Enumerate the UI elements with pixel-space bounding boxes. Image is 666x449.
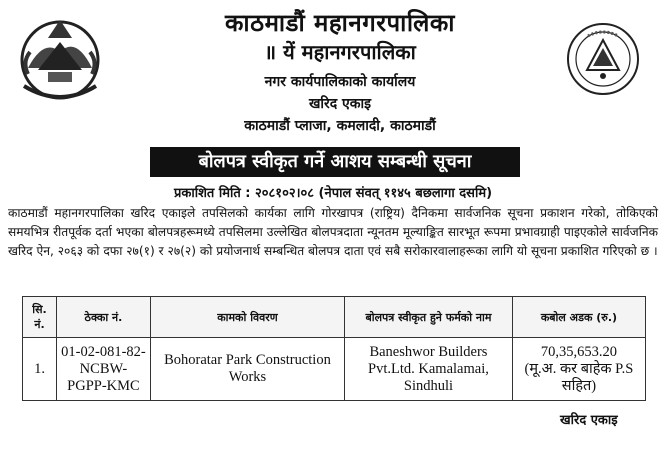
- metropolitan-seal-icon: [566, 22, 640, 96]
- header-bidder: बोलपत्र स्वीकृत हुने फर्मको नाम: [345, 297, 513, 338]
- office-address: काठमाडौं प्लाजा, कमलादी, काठमाडौं: [244, 118, 436, 134]
- header-contract-no: ठेक्का नं.: [57, 297, 151, 338]
- notice-header: [0, 0, 666, 140]
- published-date: प्रकाशित मिति : २०८१०२।०८ (नेपाल संवत् ११४५ बछलागा दसमि): [173, 186, 493, 201]
- header-amount: कबोल अडक (रु.): [512, 297, 645, 338]
- signature-unit: खरिद एकाइ: [560, 413, 618, 428]
- cell-amount: [512, 338, 645, 401]
- notice-heading: बोलपत्र स्वीकृत गर्ने आशय सम्बन्धी सूचना: [150, 147, 520, 177]
- table-row: [23, 338, 646, 401]
- amount-value: 70,35,653.20: [540, 343, 617, 360]
- cell-bidder: Baneshwor Builders Pvt.Ltd. Kamalamai, Sindhuli: [345, 338, 513, 401]
- header-description: कामको विवरण: [150, 297, 344, 338]
- municipality-title-newari: ॥ यें महानगरपालिका: [264, 40, 416, 64]
- cell-contract-no: 01-02-081-82-NCBW-PGPP-KMC: [57, 338, 151, 401]
- office-name: नगर कार्यपालिकाको कार्यालय: [264, 74, 416, 90]
- tender-table: [22, 296, 646, 401]
- table-header-row: [23, 297, 646, 338]
- amount-note: (मू.अ. कर बाहेक P.S सहित): [524, 360, 634, 394]
- nepal-emblem-icon: [14, 8, 106, 108]
- cell-description: Bohoratar Park Construction Works: [150, 338, 344, 401]
- unit-name: खरिद एकाइ: [308, 96, 372, 112]
- header-sn: सि. नं.: [23, 297, 57, 338]
- municipality-title: काठमाडौं महानगरपालिका: [224, 9, 455, 37]
- notice-body: काठमाडौं महानगरपालिका खरिद एकाइले तपसिलको कार्यका लागि गोरखापत्र (राष्ट्रिय) दैनिकमा सार्वजनिक सूचना प्रकाशन गरेको, तोकिएको समयभित्र रीतपूर्वक दर्ता भएका बोलपत्रहरूमध्ये तपसिलमा उल्लेखित बोलपत्रदाता न्यूनतम मूल्याङ्कित सारभूत रूपमा प्रभावग्राही पाइएकोले सार्वजनिक खरिद ऐन, २०६३ को दफा २७(१) र २७(२) को प्रयोजनार्थ सम्बन्धित बोलपत्र दाता एवं सबै सरोकारवालाहरूका लागि यो सूचना प्रकाशित गरिएको छ ।: [8, 206, 658, 258]
- cell-sn: 1.: [23, 338, 57, 401]
